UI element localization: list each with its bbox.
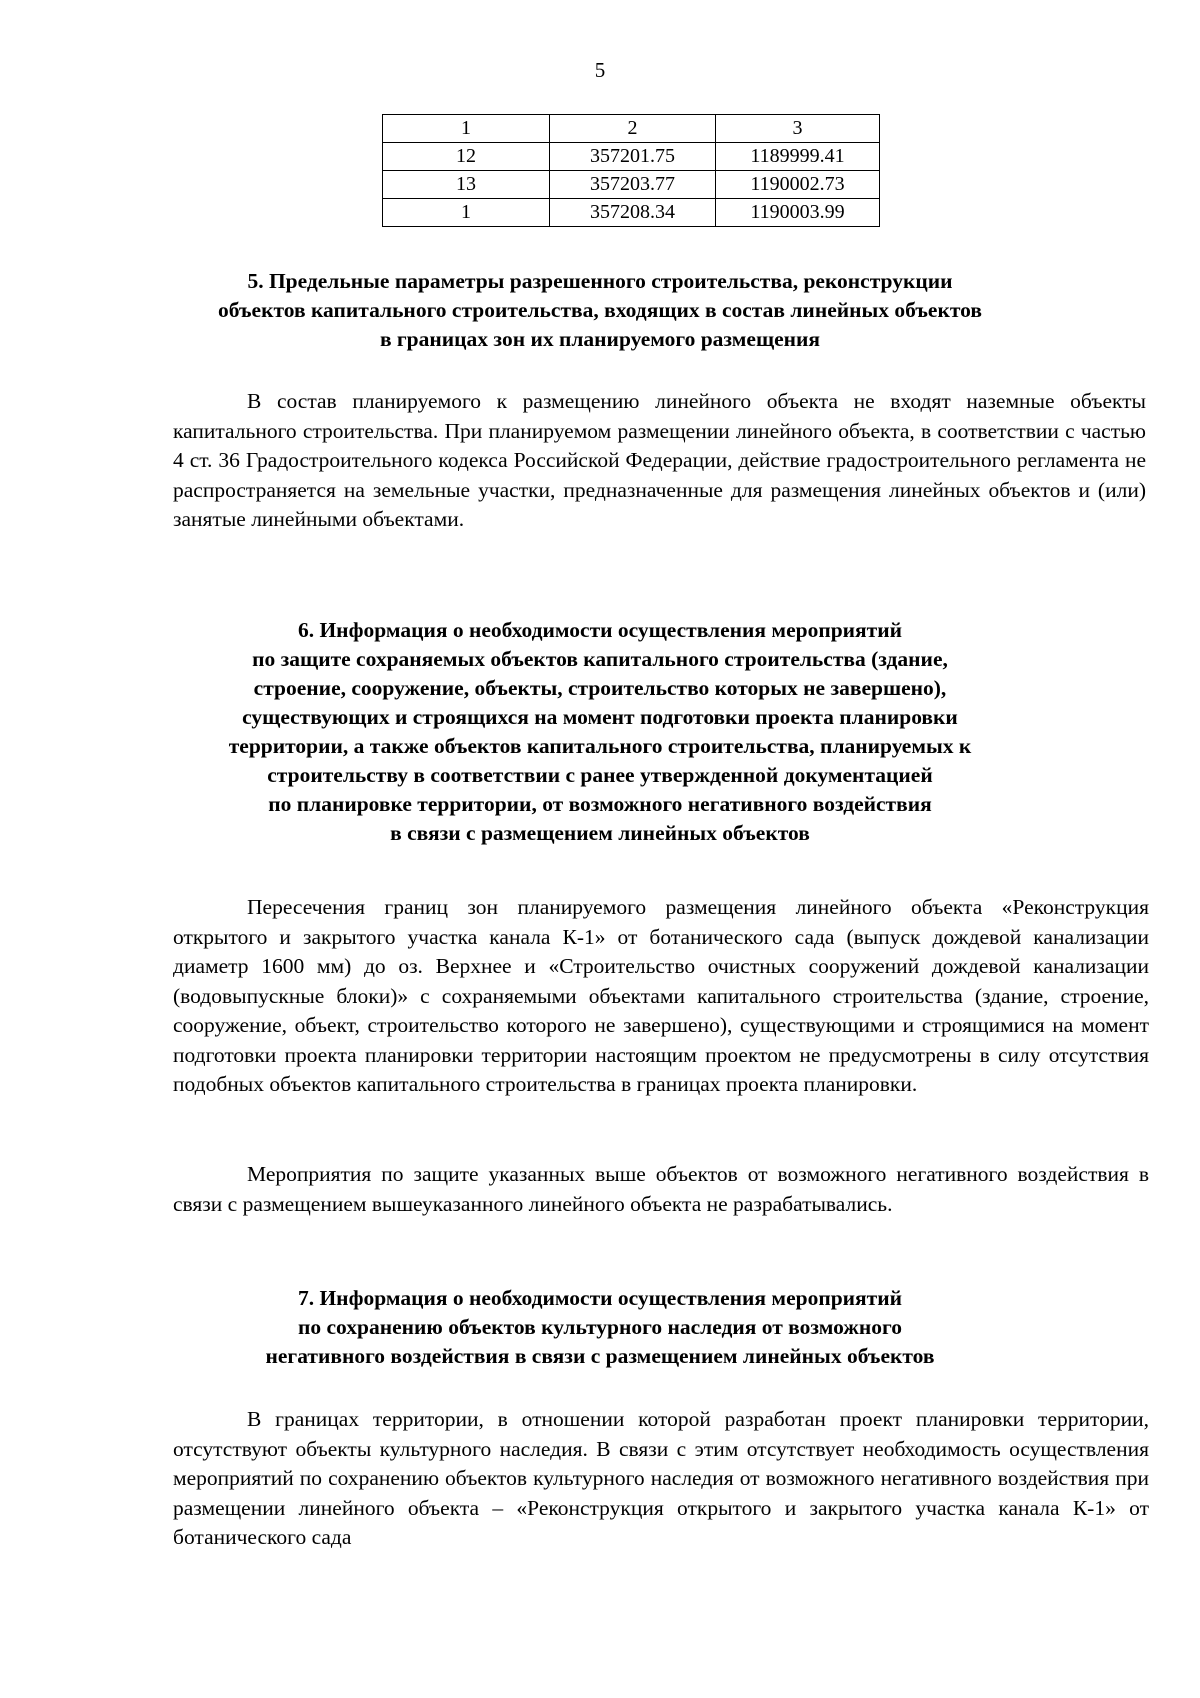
table-cell: 1: [383, 199, 550, 227]
table-cell: 357208.34: [550, 199, 716, 227]
section-6-heading: 6. Информация о необходимости осуществления мероприятий по защите сохраняемых объектов капитального строительства (здание, строение, сооружение, объекты, строительство которых не завершено), существующих и строящихся на момент подготовки проекта планировки территории, а также объектов капитального строительства, планируемых к строительству в соответствии с ранее утвержденной документацией по планировке территории, от возможного негативного воздействия в связи с размещением линейных объектов: [228, 618, 972, 845]
coordinates-table: [382, 114, 880, 227]
table-cell: 1190003.99: [716, 199, 880, 227]
table-cell: 13: [383, 171, 550, 199]
section-6-paragraph-2: Мероприятия по защите указанных выше объектов от возможного негативного воздействия в связи с размещением вышеуказанного линейного объекта не разрабатывались.: [173, 1162, 1149, 1216]
table-cell: 3: [716, 115, 880, 143]
section-5-paragraph: В состав планируемого к размещению линейного объекта не входят наземные объекты капитального строительства. При планируемом размещении линейного объекта, в соответствии с частью 4 ст. 36 Градостроительного кодекса Российской Федерации, действие градостроительного регламента не распространяется на земельные участки, предназначенные для размещения линейных объектов и (или) занятые линейными объектами.: [173, 389, 1146, 531]
table-cell: 1190002.73: [716, 171, 880, 199]
table-cell: 357201.75: [550, 143, 716, 171]
table-row: [383, 171, 880, 199]
page-number: 5: [594, 58, 606, 82]
section-7-paragraph: В границах территории, в отношении которой разработан проект планировки территории, отсутствуют объекты культурного наследия. В связи с этим отсутствует необходимость осуществления мероприятий по сохранению объектов культурного наследия от возможного негативного воздействия при размещении линейного объекта – «Реконструкция открытого и закрытого участка канала К-1» от ботанического сада: [173, 1407, 1149, 1549]
table-row: [383, 143, 880, 171]
section-7-heading: 7. Информация о необходимости осуществления мероприятий по сохранению объектов культурного наследия от возможного негативного воздействия в связи с размещением линейных объектов: [265, 1286, 935, 1368]
table-row: [383, 199, 880, 227]
table-cell: 2: [550, 115, 716, 143]
table-cell: 1: [383, 115, 550, 143]
section-5-heading: 5. Предельные параметры разрешенного строительства, реконструкции объектов капитального строительства, входящих в состав линейных объектов в границах зон их планируемого размещения: [218, 269, 982, 351]
table-cell: 357203.77: [550, 171, 716, 199]
table-header-row: [383, 115, 880, 143]
table-cell: 1189999.41: [716, 143, 880, 171]
section-6-paragraph-1: Пересечения границ зон планируемого размещения линейного объекта «Реконструкция открытого и закрытого участка канала К-1» от ботанического сада (выпуск дождевой канализации диаметр 1600 мм) до оз. Верхнее и «Строительство очистных сооружений дождевой канализации (водовыпускные блоки)» с сохраняемыми объектами капитального строительства (здание, строение, сооружение, объект, строительство которого не завершено), существующими и строящимися на момент подготовки проекта планировки территории настоящим проектом не предусмотрены в силу отсутствия подобных объектов капитального строительства в границах проекта планировки.: [173, 895, 1149, 1096]
table-cell: 12: [383, 143, 550, 171]
